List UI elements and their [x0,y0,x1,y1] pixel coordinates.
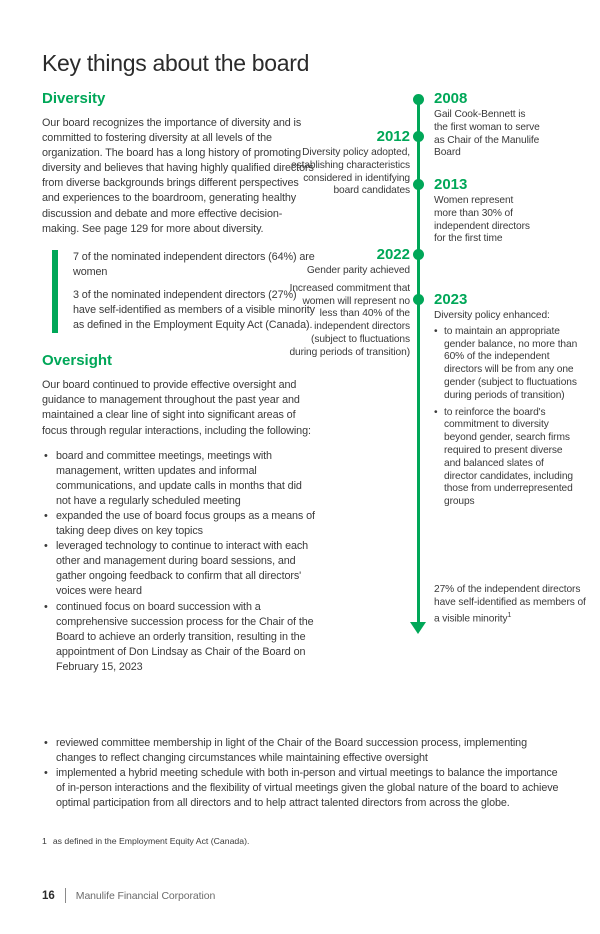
timeline-event-text: Women represent more than 30% of independent directors for the first time [434,195,530,245]
timeline-dot-2013 [413,179,424,190]
timeline-year: 2013 [434,176,468,193]
page-number: 16 [42,889,55,902]
oversight-intro: Our board continued to provide effective oversight and guidance to management throughout the past year and maintained a clear line of sight into significant areas of focus through regular interactions, including the following: [42,379,311,437]
timeline-note-text: 27% of the independent directors have self-identified as members of a visible minority [434,584,586,624]
timeline-dot-2008 [413,94,424,105]
diversity-paragraph: Our board recognizes the importance of diversity and is committed to fostering diversity at all levels of the organization. The board has a long history of promoting diversity and believes that having highly qualified directors from diverse backgrounds brings different perspectives and experiences to the boardroom, generating healthy discussion and debate and more effective decision-making. See page 129 for more about diversity. [42,117,314,235]
timeline-dot-2023 [413,294,424,305]
timeline-event-2023 [434,291,579,513]
timeline-note [434,584,588,626]
timeline-year: 2008 [434,90,468,107]
footnote-reference: 1 [507,611,512,619]
timeline-event-text: Diversity policy adopted, establishing characteristics considered in identifying board candidates [291,147,410,197]
timeline-paragraph: Increased commitment that women will represent no less than 40% of the independent directors (subject to fluctuations during periods of transition) [289,282,410,358]
timeline-dot-2022 [413,249,424,260]
oversight-bullet-list-wide [42,736,566,811]
bullet-item: • leveraged technology to continue to interact with each other and management during board sessions, and gather ongoing feedback to confirm that all directors' voices were heard [42,539,316,599]
callout-item: 3 of the nominated independent directors (27%) have self-identified as members of a visible minority as defined in the Employment Equity Act (Canada). [73,288,315,332]
timeline-year: 2023 [434,291,468,308]
timeline-event-text [283,265,410,360]
timeline-line [417,99,420,623]
timeline-year: 2022 [376,246,410,263]
diversity-callout [52,250,316,333]
oversight-bullet-list [42,449,316,675]
timeline-event-intro: Diversity policy enhanced: [434,310,550,321]
timeline-event-2008 [434,90,542,160]
bullet-item: • reviewed committee membership in light of the Chair of the Board succession process, implementing changes to reflect changing circumstances while maintaining effective oversight [42,736,566,766]
company-name: Manulife Financial Corporation [75,889,216,902]
page-footer [42,888,215,903]
footnote [42,836,249,846]
page-title: Key things about the board [42,50,310,76]
footnote-marker: 1 [42,836,47,846]
oversight-heading: Oversight [42,352,113,370]
bullet-item: • board and committee meetings, meetings with management, written updates and informal communications, and update calls in months that did not have a regularly scheduled meeting [42,449,316,509]
timeline-bullet-item: • to reinforce the board's commitment to diversity beyond gender, search firms required to present diverse and balanced slates of director candidates, including those from underrepresented groups [434,407,579,509]
timeline-bullet-item: • to maintain an appropriate gender balance, no more than 60% of the independent directors will be from any one gender (subject to fluctuations during periods of transition) [434,326,579,403]
callout-item: 7 of the nominated independent directors (64%) are women [73,250,315,278]
timeline-event-2013 [434,176,538,246]
timeline-event-2022 [283,246,410,360]
left-column [42,90,316,675]
bullet-item: • implemented a hybrid meeting schedule with both in-person and virtual meetings to balance the importance of in-person interactions and the flexibility of virtual meetings given the global nature of the board to achieve optimal participation from all directors and to help attract talented directors from across the globe. [42,766,566,811]
timeline-dot-2012 [413,131,424,142]
timeline-year: 2012 [376,128,410,145]
timeline-bullet-list [434,326,579,509]
bullet-item: • expanded the use of board focus groups as a means of taking deep dives on key topics [42,509,316,539]
timeline-arrow-down-icon [410,622,426,634]
timeline-event-2012 [286,128,410,198]
bullet-item: • continued focus on board succession with a comprehensive succession process for the Chair of the Board to achieve an orderly transition, resulting in the appointment of Don Lindsay as Chair of the Board on February 15, 2023 [42,600,316,675]
timeline-paragraph: Gender parity achieved [306,265,410,276]
footer-divider [65,888,66,903]
timeline-event-text: Gail Cook-Bennett is the first woman to serve as Chair of the Manulife Board [434,109,540,159]
footnote-text: as defined in the Employment Equity Act (Canada). [52,836,250,846]
diversity-heading: Diversity [42,90,106,107]
